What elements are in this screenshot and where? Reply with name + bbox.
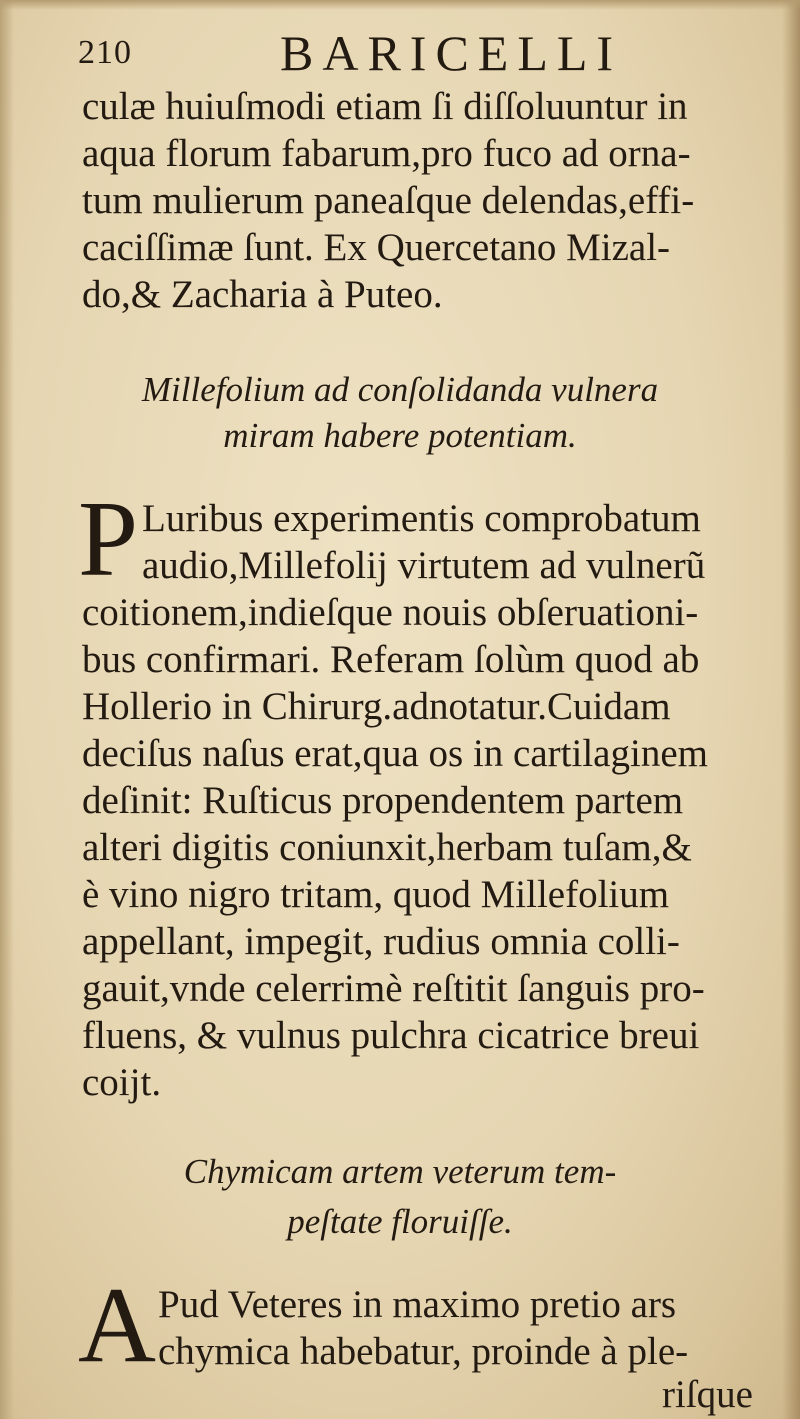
text-line: chymica habebatur, proinde à ple- <box>158 1330 689 1373</box>
text-line: coijt. <box>82 1061 162 1104</box>
section-heading: Millefolium ad conſolidanda vulnera <box>141 370 659 409</box>
text-line: caciſſimæ ſunt. Ex Quercetano Mizal- <box>82 226 671 269</box>
text-line: appellant, impegit, rudius omnia colli- <box>82 920 680 963</box>
text-line: deciſus naſus erat,qua os in cartilaginem <box>82 732 708 775</box>
page-shadow-top <box>0 0 800 10</box>
text-line: tum mulierum paneaſque delendas,effi- <box>82 179 695 222</box>
catchword: riſque <box>662 1373 753 1416</box>
text-line: gauit,vnde celerrimè reſtitit ſanguis pro- <box>82 967 705 1010</box>
section-heading: miram habere potentiam. <box>223 416 577 455</box>
drop-cap-initial: P <box>78 480 139 599</box>
text-line: audio,Millefolij virtutem ad vulnerũ <box>142 544 706 587</box>
section-heading: peſtate floruiſſe. <box>287 1202 513 1241</box>
text-line: do,& Zacharia à Puteo. <box>82 273 443 316</box>
page-number: 210 <box>78 34 132 71</box>
text-line: coitionem,indieſque nouis obſeruationi- <box>82 591 699 634</box>
text-line: alteri digitis coniunxit,herbam tuſam,& <box>82 826 692 869</box>
text-line: Hollerio in Chirurg.adnotatur.Cuidam <box>82 685 671 728</box>
text-line: Pud Veteres in maximo pretio ars <box>158 1283 677 1326</box>
text-line: aqua florum fabarum,pro fuco ad orna- <box>82 132 691 175</box>
text-line: Luribus experimentis comprobatum <box>142 497 701 540</box>
page-header <box>78 22 718 82</box>
text-line: fluens, & vulnus pulchra cicatrice breui <box>82 1014 700 1057</box>
text-line: deſinit: Ruſticus propendentem partem <box>82 779 684 822</box>
section-heading: Chymicam artem veterum tem- <box>183 1152 617 1191</box>
text-line: bus confirmari. Referam ſolùm quod ab <box>82 638 700 681</box>
drop-cap-initial: A <box>78 1266 156 1385</box>
text-line: culæ huiuſmodi etiam ſi diſſoluuntur in <box>82 85 688 128</box>
text-line: è vino nigro tritam, quod Millefolium <box>82 873 670 916</box>
running-head: BARICELLI <box>280 25 623 81</box>
